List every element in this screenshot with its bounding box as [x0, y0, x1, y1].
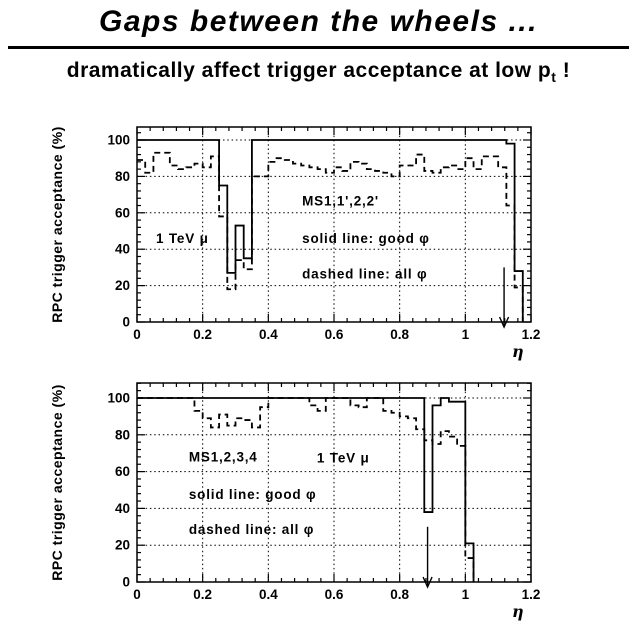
y-tick-label: 100 — [107, 390, 130, 406]
y-tick-label: 0 — [122, 574, 130, 590]
x-axis-title: η — [512, 342, 524, 361]
gap-arrow — [423, 527, 432, 587]
subtitle-text: dramatically affect trigger acceptance at low p — [66, 59, 552, 82]
y-axis-title: RPC trigger acceptance (%) — [49, 384, 65, 581]
x-tick-label: 0.6 — [324, 587, 344, 602]
gridlines — [137, 383, 531, 582]
plot-annotation: dashed line: all φ — [302, 266, 428, 282]
y-tick-label: 80 — [114, 168, 130, 184]
x-tick-label: 0.4 — [258, 587, 278, 602]
plot-frame — [137, 127, 531, 322]
plot-annotation: solid line: good φ — [188, 487, 317, 503]
y-tick-label: 20 — [114, 537, 130, 553]
y-tick-label: 60 — [114, 464, 130, 480]
gridlines — [137, 127, 531, 322]
plot-annotation: MS1,2,3,4 — [188, 449, 258, 465]
top-acceptance-plot — [0, 110, 637, 372]
x-axis-title: η — [512, 602, 524, 621]
plot-annotation: dashed line: all φ — [188, 522, 315, 538]
y-tick-label: 80 — [114, 427, 130, 443]
x-tick-label: 0.8 — [390, 327, 410, 342]
bottom-acceptance-plot — [0, 372, 637, 629]
page-subtitle — [0, 59, 637, 85]
page-title: Gaps between the wheels ... — [99, 5, 538, 38]
y-tick-label: 40 — [114, 241, 130, 257]
plot-annotation: 1 TeV μ — [316, 450, 370, 466]
x-tick-label: 0.8 — [390, 587, 410, 602]
x-tick-label: 0.6 — [324, 327, 344, 342]
x-tick-label: 0.2 — [193, 327, 213, 342]
y-tick-label: 0 — [122, 314, 130, 330]
plot-annotation: 1 TeV μ — [156, 230, 209, 246]
axis-text — [49, 126, 540, 361]
x-tick-label: 1 — [461, 327, 470, 342]
title-underline — [8, 46, 629, 49]
subtitle-suffix: ! — [556, 59, 571, 82]
x-tick-label: 0.2 — [193, 587, 213, 602]
gap-arrow — [500, 267, 509, 327]
plot-annotation: MS1,1',2,2' — [302, 193, 379, 209]
y-tick-label: 100 — [107, 132, 130, 148]
x-tick-label: 1 — [461, 587, 470, 602]
x-tick-label: 0 — [133, 587, 141, 602]
y-tick-label: 60 — [114, 205, 130, 221]
axis-text — [49, 384, 540, 621]
x-tick-label: 1.2 — [521, 587, 541, 602]
x-tick-label: 0 — [133, 327, 141, 342]
subtitle-subscript: t — [551, 69, 557, 86]
plot-annotation: solid line: good φ — [302, 230, 430, 246]
axis-ticks — [137, 127, 531, 322]
y-tick-label: 20 — [114, 278, 130, 294]
x-tick-label: 0.4 — [258, 327, 278, 342]
y-axis-title: RPC trigger acceptance (%) — [49, 126, 65, 323]
y-tick-label: 40 — [114, 500, 130, 516]
x-tick-label: 1.2 — [521, 327, 541, 342]
